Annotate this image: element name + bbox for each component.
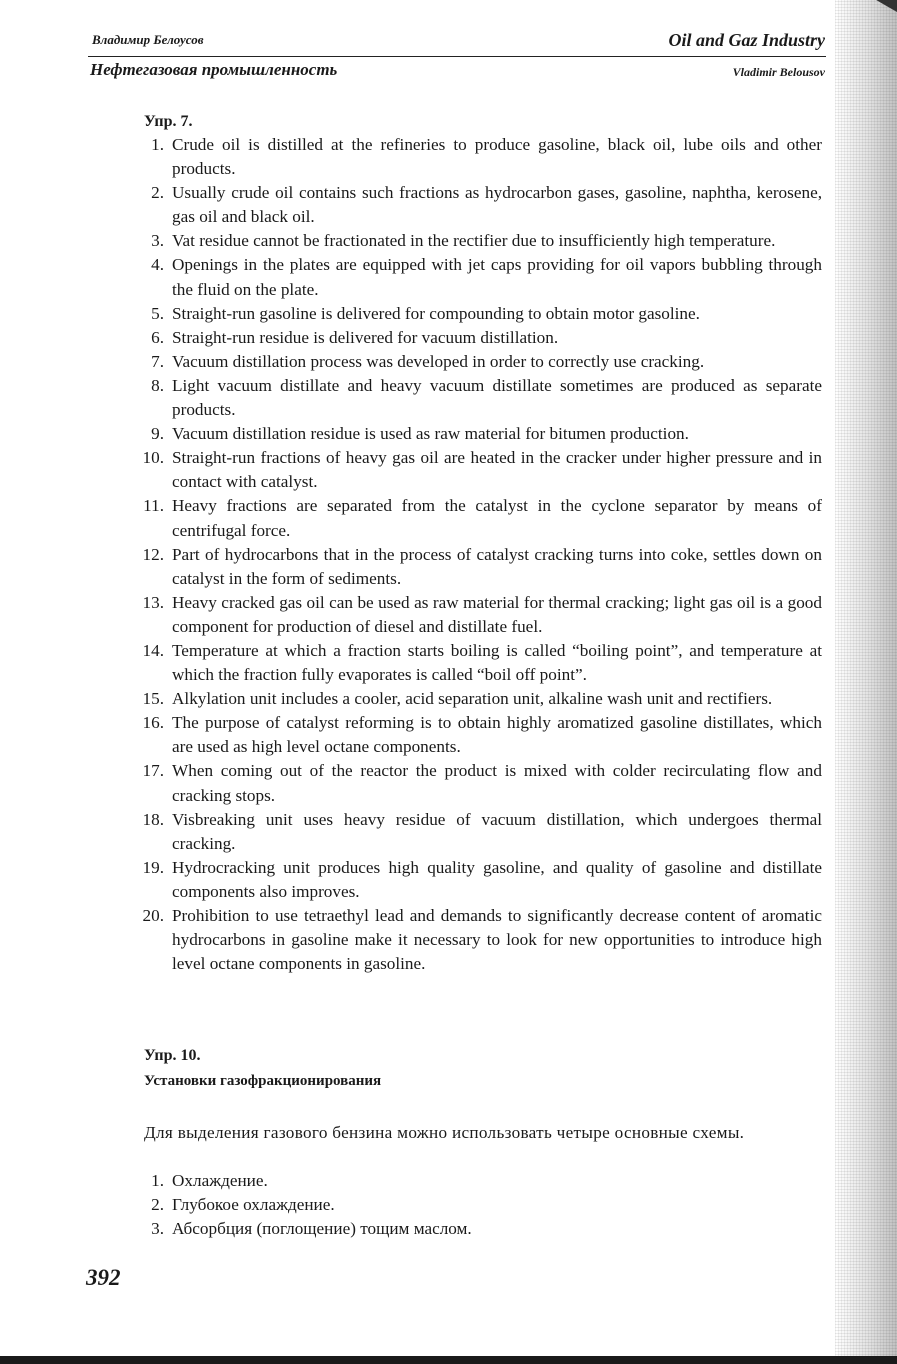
answer-text: Light vacuum distillate and heavy vacuum distillate sometimes are produced as separate products. [172,375,822,420]
answer-item [151,422,822,446]
exercise-10-subtitle: Установки газофракционирования [144,1073,382,1089]
answer-item [142,687,822,711]
answer-number: 1. [151,135,164,154]
answer-item [151,133,822,181]
answer-item [142,711,822,759]
answer-text: Alkylation unit includes a cooler, acid separation unit, alkaline wash unit and rectifiers. [172,689,773,709]
answer-item [142,543,822,591]
scheme-item [151,1193,822,1217]
answer-number: 9. [151,424,164,444]
answer-text: Openings in the plates are equipped with jet caps providing for oil vapors bubbling through the fluid on the plate. [172,255,822,299]
answer-item [151,350,822,374]
answer-number: 14. [142,640,164,660]
page-edge-shading [835,0,897,1364]
scheme-number: 2. [151,1195,164,1215]
scheme-number: 1. [151,1171,164,1190]
exercise-7-heading: Упр. 7. [144,113,193,130]
answer-number: 2. [151,183,164,203]
answer-number: 20. [142,906,164,925]
answer-item [151,326,822,350]
answer-number: 15. [142,689,164,709]
answer-item [151,181,822,229]
exercise-10-heading: Упр. 10. [144,1047,201,1064]
scheme-item [151,1169,822,1193]
answer-text: Part of hydrocarbons that in the process of catalyst cracking turns into coke, settles down on catalyst in the form of sediments. [172,544,822,588]
answer-text: Hydrocracking unit produces high quality gasoline, and quality of gasoline and distillate components also improves. [172,857,822,901]
answer-number: 3. [151,231,164,251]
answer-number: 10. [142,448,164,468]
answer-number: 12. [142,544,164,564]
scheme-text: Охлаждение. [172,1171,268,1190]
answer-number: 7. [151,351,164,371]
answer-text: Heavy cracked gas oil can be used as raw material for thermal cracking; light gas oil is a good component for production of diesel and distillate fuel. [172,592,822,636]
answer-text: Vacuum distillation residue is used as raw material for bitumen production. [172,424,689,444]
answer-number: 11. [143,496,164,516]
header-rule [88,56,826,57]
answer-text: Visbreaking unit uses heavy residue of vacuum distillation, which undergoes thermal cracking. [172,809,822,853]
answer-text: Prohibition to use tetraethyl lead and demands to significantly decrease content of aromatic hydrocarbons in gasoline make it necessary to look for new opportunities to introduce high level octane components in gasoline. [172,906,822,974]
answer-text: Heavy fractions are separated from the catalyst in the cyclone separator by means of centrifugal force. [172,496,822,540]
answer-text: Straight-run fractions of heavy gas oil are heated in the cracker under higher pressure and in contact with catalyst. [172,448,822,492]
answer-number: 18. [142,809,164,829]
running-header-author-ru: Владимир Белоусов [92,32,204,47]
answer-number: 13. [142,592,164,612]
answer-text: When coming out of the reactor the product is mixed with colder recirculating flow and cracking stops. [172,761,822,805]
answer-number: 16. [142,713,164,733]
scheme-text: Глубокое охлаждение. [172,1195,335,1215]
exercise-10-scheme-list [151,1169,822,1241]
answer-item [142,639,822,687]
answer-text: The purpose of catalyst reforming is to obtain highly aromatized gasoline distillates, which are used as high level octane components. [172,713,822,757]
answer-item [151,253,822,301]
answer-item [142,591,822,639]
answer-item [142,856,822,904]
exercise-10-paragraph: Для выделения газового бензина можно использовать четыре основные схемы. [144,1123,745,1142]
answer-number: 5. [151,303,164,323]
answer-text: Temperature at which a fraction starts boiling is called “boiling point”, and temperature at which the fraction fully evaporates is called “boil off point”. [172,640,822,685]
scan-bottom-edge [0,1356,897,1364]
answer-item [143,494,822,542]
scheme-item [151,1217,822,1241]
scheme-text: Абсорбция (поглощение) тощим маслом. [172,1219,472,1239]
answer-item [151,229,822,253]
answer-number: 19. [142,857,164,877]
answer-item [142,759,822,807]
answer-text: Vat residue cannot be fractionated in the rectifier due to insufficiently high temperature. [172,231,776,251]
running-header-title-ru: Нефтегазовая промышленность [90,60,338,79]
answer-item [142,904,822,976]
exercise-7-answer-list [142,133,822,976]
answer-item [142,808,822,856]
answer-text: Straight-run residue is delivered for vacuum distillation. [172,327,559,347]
answer-number: 17. [142,761,164,781]
answer-number: 6. [151,327,164,347]
answer-text: Crude oil is distilled at the refineries to produce gasoline, black oil, lube oils and other products. [172,135,822,179]
answer-number: 4. [151,255,164,275]
page-number: 392 [86,1265,121,1290]
answer-item [142,446,822,494]
answer-number: 8. [151,375,164,395]
answer-text: Usually crude oil contains such fractions as hydrocarbon gases, gasoline, naphtha, kerosene, gas oil and black oil. [172,183,822,227]
answer-text: Straight-run gasoline is delivered for compounding to obtain motor gasoline. [172,303,700,323]
scheme-number: 3. [151,1219,164,1239]
answer-item [151,374,822,422]
answer-text: Vacuum distillation process was developed in order to correctly use cracking. [172,351,705,371]
running-header-author-en: Vladimir Belousov [732,65,825,79]
answer-item [151,302,822,326]
running-header-title-en: Oil and Gaz Industry [668,30,825,50]
